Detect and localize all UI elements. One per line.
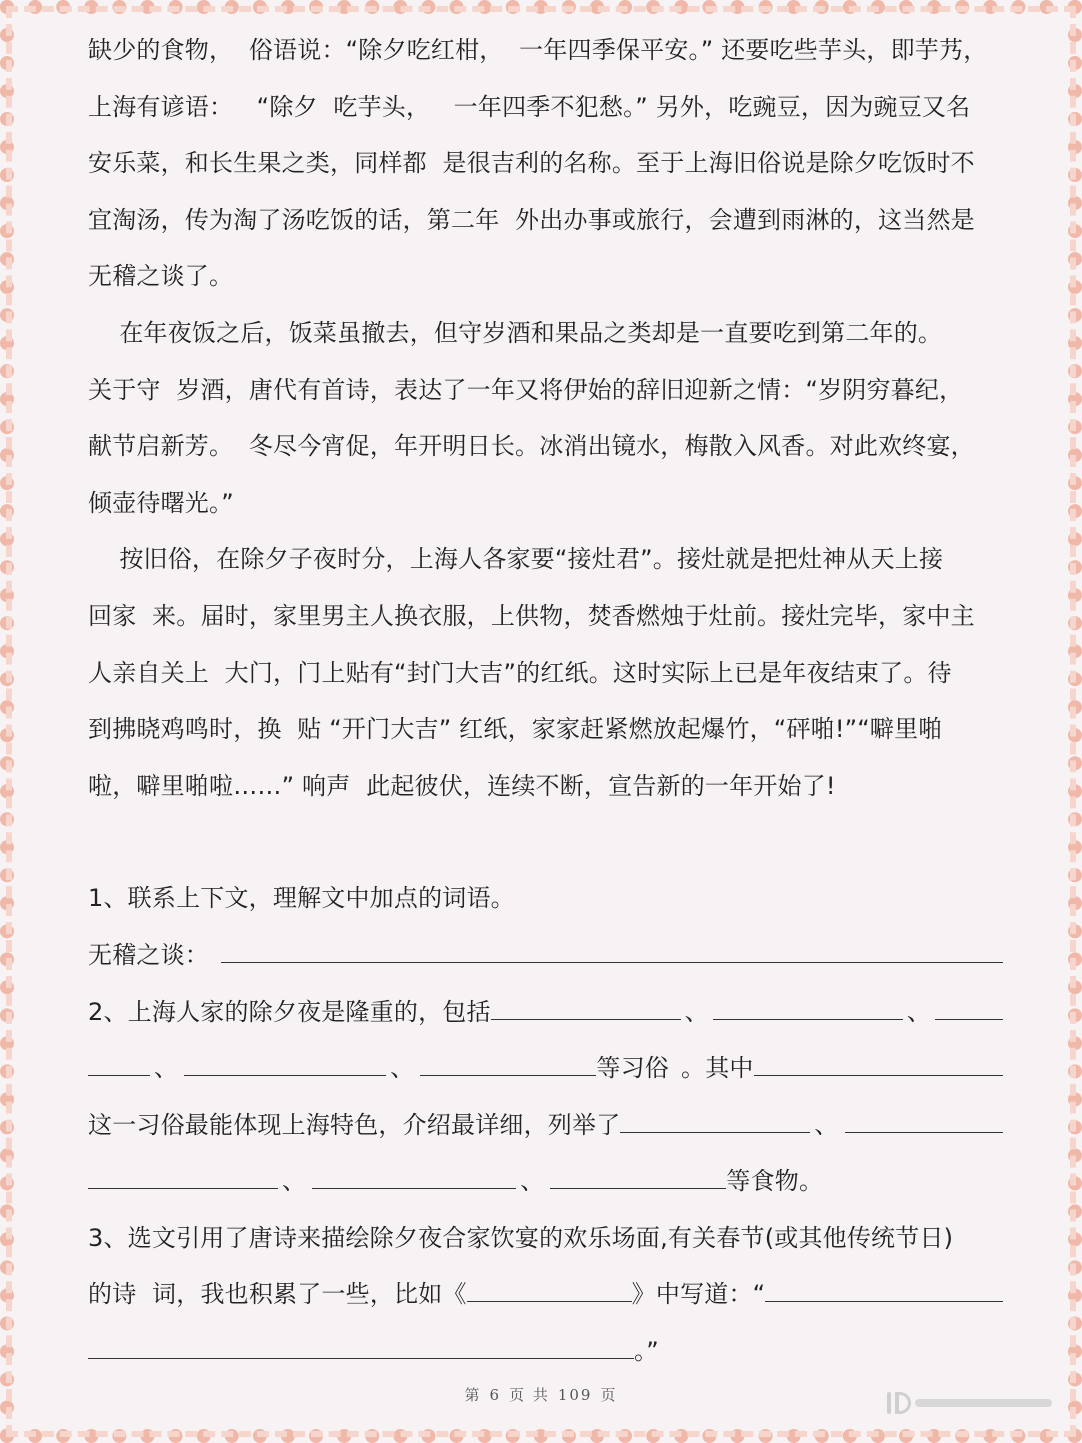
passage-line: 倾壶待曙光。” bbox=[88, 488, 234, 517]
answer-blank[interactable] bbox=[491, 989, 681, 1020]
question-3-text-2: 》中写道：“ bbox=[631, 1280, 766, 1309]
footer-prefix: 第 bbox=[464, 1386, 482, 1404]
question-2-dot: 。其中 bbox=[681, 1054, 754, 1083]
question-1-label: 无稽之谈： bbox=[88, 940, 209, 969]
answer-blank[interactable] bbox=[420, 1045, 596, 1076]
answer-blank[interactable] bbox=[550, 1158, 726, 1189]
passage-line: 到拂晓鸡鸣时，换 贴 “开门大吉” 红纸，家家赶紧燃放起爆竹，“砰啪!”“噼里啪 bbox=[88, 715, 943, 744]
question-2-mid: 等习俗 bbox=[596, 1054, 670, 1083]
answer-blank[interactable] bbox=[935, 989, 1003, 1020]
answer-blank[interactable] bbox=[754, 1045, 1003, 1076]
passage-line: 宜淘汤，传为淘了汤吃饭的话，第二年 外出办事或旅行，会遭到雨淋的，这当然是 bbox=[88, 205, 975, 234]
passage-line: 缺少的食物， 俗语说：“除夕吃红柑， 一年四季保平安。” 还要吃些芋头，即芋艿， bbox=[88, 36, 988, 64]
answer-blank[interactable] bbox=[467, 1271, 632, 1302]
document-page bbox=[88, 22, 1003, 1380]
question-2-row-3 bbox=[88, 1097, 1003, 1154]
question-2-row-2 bbox=[88, 1040, 1003, 1097]
passage-line: 在年夜饭之后，饭菜虽撤去，但守岁酒和果品之类却是一直要吃到第二年的。 bbox=[88, 318, 943, 347]
passage-line: 上海有谚语： “除夕 吃芋头， 一年四季不犯愁。” 另外，吃豌豆，因为豌豆又名 bbox=[88, 92, 971, 121]
answer-blank[interactable] bbox=[845, 1102, 1003, 1133]
watermark-bar-icon bbox=[887, 1392, 891, 1414]
footer-suffix: 页 bbox=[600, 1386, 618, 1404]
question-3-end: 。” bbox=[634, 1337, 659, 1366]
separator: 、 bbox=[906, 997, 932, 1026]
footer-mid: 页 共 bbox=[509, 1386, 550, 1404]
passage-line: 啦，噼里啪啦……” 响声 此起彼伏，连续不断，宣告新的一年开始了! bbox=[88, 771, 836, 800]
question-2-text: 这一习俗最能体现上海特色，介绍最详细，列举了 bbox=[88, 1110, 621, 1139]
answer-blank[interactable] bbox=[713, 989, 903, 1020]
passage-line: 无稽之谈了。 bbox=[88, 262, 234, 291]
watermark-line-icon bbox=[915, 1399, 1052, 1407]
question-2-row-1 bbox=[88, 984, 1003, 1041]
question-1-stem: 1、联系上下文，理解文中加点的词语。 bbox=[88, 884, 515, 913]
watermark-d-icon bbox=[895, 1392, 911, 1414]
question-3-row-3 bbox=[88, 1323, 1003, 1380]
answer-blank[interactable] bbox=[620, 1102, 810, 1133]
answer-blank[interactable] bbox=[312, 1158, 516, 1189]
answer-blank[interactable] bbox=[88, 1328, 634, 1359]
separator: 、 bbox=[390, 1054, 415, 1083]
question-2-end: 等食物。 bbox=[726, 1167, 824, 1196]
passage-line: 回家 来。届时，家里男主人换衣服，上供物，焚香燃烛于灶前。接灶完毕，家中主 bbox=[88, 601, 975, 630]
passage-line: 按旧俗，在除夕子夜时分，上海人各家要“接灶君”。接灶就是把灶神从天上接 bbox=[88, 545, 944, 574]
question-2-row-4 bbox=[88, 1153, 1003, 1210]
passage-line: 安乐菜，和长生果之类，同样都 是很吉利的名称。至于上海旧俗说是除夕吃饭时不 bbox=[88, 149, 975, 178]
question-1-answer-row bbox=[88, 927, 1003, 984]
answer-blank[interactable] bbox=[765, 1271, 1003, 1302]
footer-total-pages: 109 bbox=[557, 1386, 593, 1404]
separator: 、 bbox=[520, 1167, 545, 1196]
watermark-logo bbox=[887, 1388, 1052, 1418]
question-3-text: 的诗 词，我也积累了一些，比如《 bbox=[88, 1280, 467, 1309]
separator: 、 bbox=[814, 1110, 839, 1139]
answer-blank[interactable] bbox=[88, 1045, 150, 1076]
separator: 、 bbox=[154, 1054, 179, 1083]
footer-page-number: 6 bbox=[489, 1386, 502, 1404]
separator: 、 bbox=[684, 997, 709, 1026]
answer-blank[interactable] bbox=[88, 1158, 278, 1189]
answer-blank[interactable] bbox=[184, 1045, 386, 1076]
question-3-stem: 3、选文引用了唐诗来描绘除夕夜合家饮宴的欢乐场面,有关春节(或其他传统节日) bbox=[88, 1223, 954, 1252]
passage-line: 人亲自关上 大门，门上贴有“封门大吉”的红纸。这时实际上已是年夜结束了。待 bbox=[88, 658, 952, 687]
separator: 、 bbox=[282, 1167, 307, 1196]
question-3-row-2 bbox=[88, 1266, 1003, 1323]
answer-blank[interactable] bbox=[221, 932, 1003, 963]
passage-line: 关于守 岁酒，唐代有首诗，表达了一年又将伊始的辞旧迎新之情：“岁阴穷暮纪， bbox=[88, 375, 964, 404]
passage-line: 献节启新芳。 冬尽今宵促，年开明日长。冰消出镜水，梅散入风香。对此欢终宴， bbox=[88, 432, 975, 461]
questions bbox=[88, 870, 1003, 1379]
passage bbox=[88, 22, 1003, 814]
question-2-stem: 2、上海人家的除夕夜是隆重的，包括 bbox=[88, 997, 491, 1026]
